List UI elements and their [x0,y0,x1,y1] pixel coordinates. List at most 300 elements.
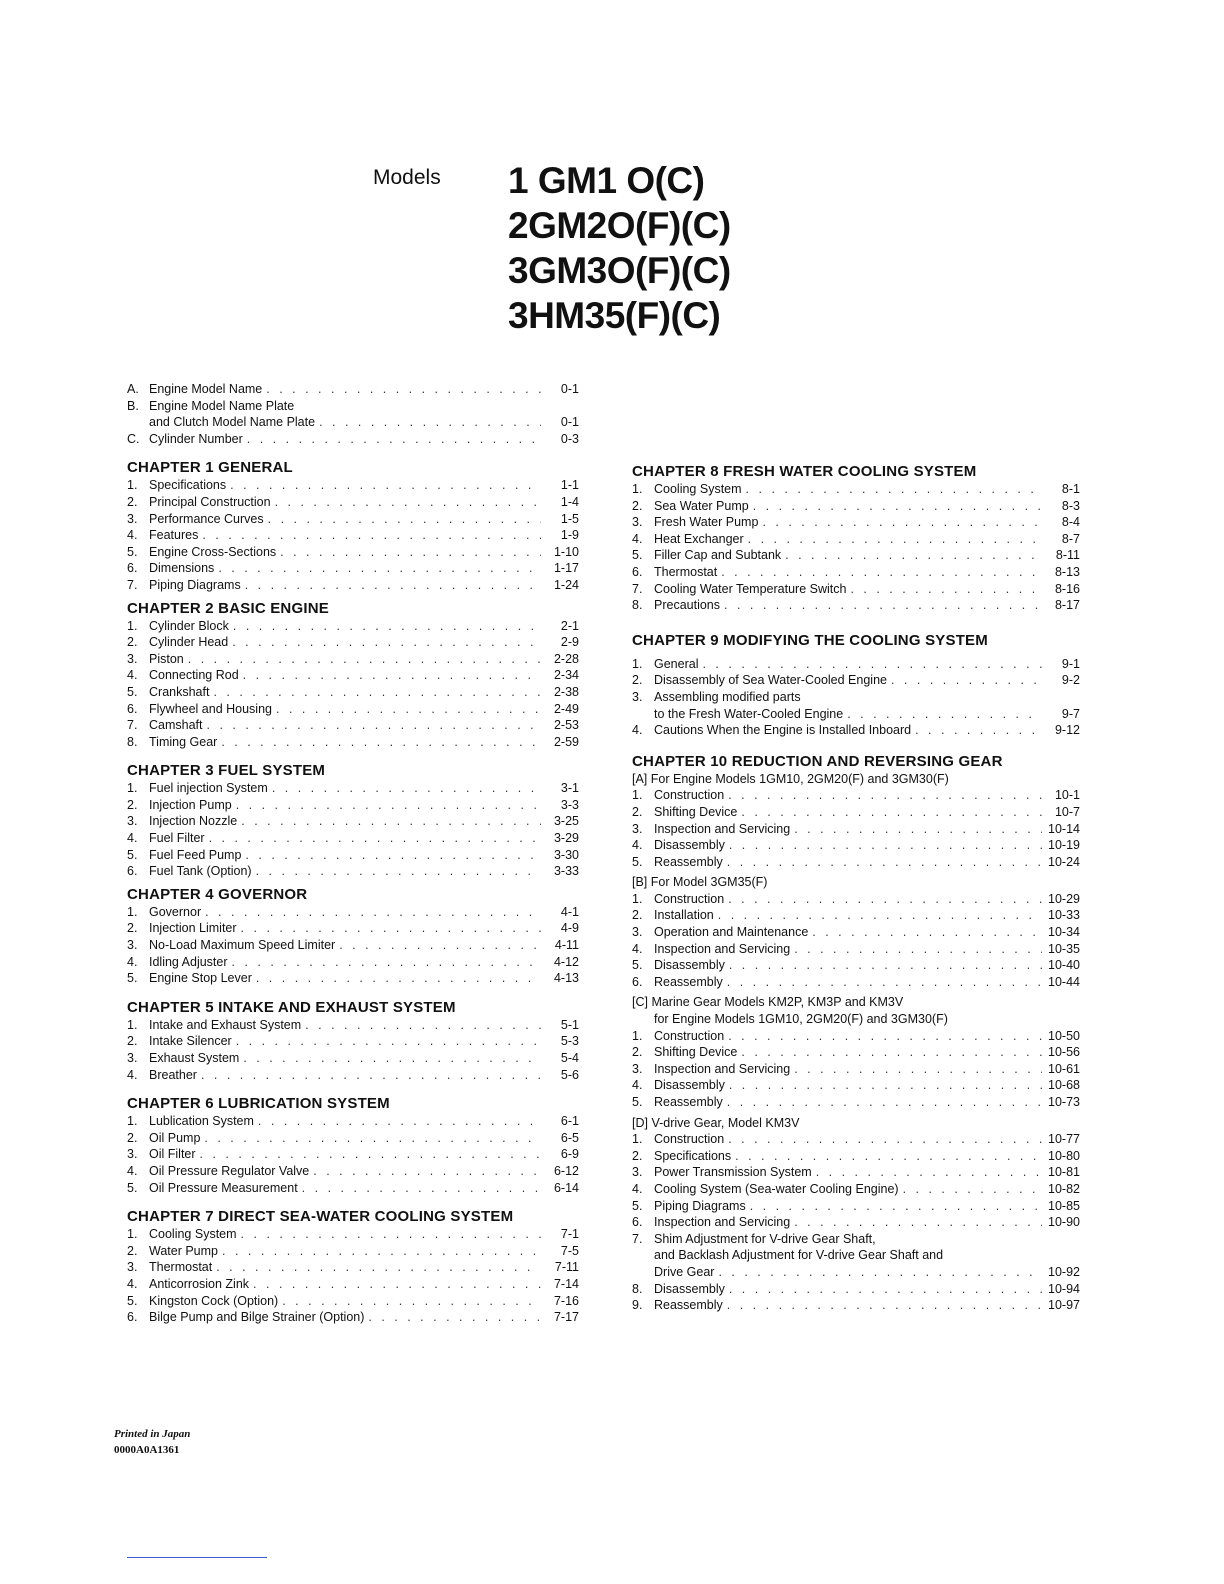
entry-title: Fresh Water Pump [654,515,759,530]
toc-entry[interactable] [632,672,1080,689]
dot-leader [241,813,541,830]
entry-page: 1-10 [553,544,579,559]
dot-leader [891,672,1042,689]
entry-number: 6. [127,701,138,716]
toc-entry[interactable] [632,581,1080,598]
dot-leader [721,564,1042,581]
entry-page: 4-12 [553,954,579,969]
dot-leader [728,891,1042,908]
section-heading [632,1011,1080,1028]
toc-entry[interactable] [127,414,579,431]
toc-entry[interactable] [632,531,1080,548]
entry-title: Intake Silencer [149,1034,232,1049]
entry-title: Thermostat [149,1260,213,1275]
entry-title: Exhaust System [149,1051,240,1065]
entry-page: 5-6 [560,1067,579,1082]
entry-page: 9-2 [1061,673,1080,688]
entry-title: Features [149,528,199,543]
toc-entry[interactable] [632,1247,1080,1264]
entry-title: Idling Adjuster [149,954,228,969]
entry-number: 2. [632,673,643,688]
toc-entry[interactable] [632,1131,1080,1148]
toc-entry[interactable] [127,477,579,494]
entry-number: 1. [632,1028,643,1043]
entry-number: 5. [632,854,643,869]
toc-entry[interactable] [632,924,1080,941]
toc-entry[interactable] [632,1077,1080,1094]
toc-entry[interactable] [632,564,1080,581]
entry-number: 5. [632,958,643,973]
entry-title: Dimensions [149,561,215,576]
entry-page: 5-3 [560,1034,579,1049]
entry-title: Oil Pressure Regulator Valve [149,1163,310,1178]
entry-page: 8-16 [1054,581,1080,596]
toc-entry[interactable] [127,1243,579,1260]
dot-leader [253,1276,541,1293]
toc-entry[interactable] [127,1259,579,1276]
section-heading [632,1115,1080,1132]
entry-number: A. [127,382,139,396]
entry-page: 10-34 [1048,925,1080,940]
entry-title: Breather [149,1067,197,1082]
dot-leader [276,701,541,718]
section-heading-text: for Engine Models 1GM10, 2GM20(F) and 3GM30(F) [654,1012,948,1027]
entry-number: 3. [632,925,643,940]
toc-entry[interactable] [127,1050,579,1067]
entry-page: 1-17 [553,561,579,576]
toc-entry[interactable] [127,830,579,847]
dot-leader [741,1044,1042,1061]
entry-number: 3. [632,821,643,836]
document-code: 0000A0A1361 [114,1444,180,1456]
entry-page: 10-40 [1048,958,1080,973]
entry-page: 10-29 [1048,891,1080,906]
toc-entry[interactable] [632,1148,1080,1165]
toc-entry[interactable] [632,547,1080,564]
entry-title: and Clutch Model Name Plate [149,415,316,430]
entry-title: Shim Adjustment for V-drive Gear Shaft, [654,1231,876,1246]
model-name: 3HM35(F)(C) [508,295,721,336]
toc-entry[interactable] [127,398,579,415]
entry-page: 10-19 [1048,838,1080,853]
dot-leader [903,1181,1042,1198]
toc-entry[interactable] [632,907,1080,924]
toc-entry[interactable] [632,1094,1080,1111]
entry-page: 10-73 [1048,1095,1080,1109]
entry-page: 2-38 [553,684,579,699]
dot-leader [728,1028,1042,1045]
toc-entry[interactable] [127,684,579,701]
entry-title: Principal Construction [149,494,271,509]
entry-title: Specifications [654,1148,732,1163]
toc-entry[interactable] [632,1214,1080,1231]
footer-rule [127,1557,267,1558]
entry-title: Piping Diagrams [149,577,241,592]
printed-in-note: Printed in Japan [114,1428,191,1440]
toc-entry[interactable] [127,920,579,937]
toc-entry[interactable] [127,1113,579,1130]
entry-number: 3. [632,1061,643,1076]
entry-number: 3. [632,515,643,530]
entry-title: Fuel injection System [149,781,268,796]
entry-title: Disassembly [654,958,725,973]
entry-title: Bilge Pump and Bilge Strainer (Option) [149,1310,365,1325]
toc-entry[interactable] [127,651,579,668]
toc-entry[interactable] [632,1264,1080,1281]
entry-title: Power Transmission System [654,1165,812,1180]
entry-number: 6. [632,974,643,989]
entry-number: 9. [632,1298,643,1313]
entry-page: 6-5 [560,1130,579,1145]
toc-entry[interactable] [127,904,579,921]
entry-page: 10-94 [1048,1281,1080,1296]
entry-title: Cylinder Head [149,635,229,650]
dot-leader [188,651,541,668]
toc-right-column [632,463,1080,1314]
toc-entry[interactable] [632,706,1080,723]
entry-number: 2. [127,1130,138,1145]
dot-leader [319,414,541,431]
toc-entry[interactable] [632,854,1080,871]
toc-entry[interactable] [632,1164,1080,1181]
entry-title: Cooling System [654,482,742,496]
dot-leader [727,974,1042,991]
toc-entry[interactable] [127,1293,579,1310]
toc-entry[interactable] [127,813,579,830]
dot-leader [305,1017,541,1034]
toc-entry[interactable] [127,511,579,528]
toc-entry[interactable] [127,494,579,511]
entry-number: 5. [632,1095,643,1109]
dot-leader [230,477,541,494]
entry-page: 3-1 [560,781,579,796]
toc-entry[interactable] [127,780,579,797]
entry-page: 8-1 [1061,482,1080,496]
toc-entry[interactable] [127,701,579,718]
toc-entry[interactable] [632,957,1080,974]
entry-page: 10-97 [1048,1298,1080,1313]
entry-page: 1-24 [553,577,579,592]
entry-page: 2-1 [560,618,579,633]
dot-leader [729,1281,1042,1298]
entry-number: 5. [632,1198,643,1213]
entry-page: 10-14 [1048,821,1080,836]
toc-entry[interactable] [127,1309,579,1326]
entry-title: Disassembly of Sea Water-Cooled Engine [654,673,887,688]
entry-title: to the Fresh Water-Cooled Engine [654,706,844,721]
entry-page: 10-90 [1048,1215,1080,1230]
dot-leader [728,787,1042,804]
dot-leader [218,560,541,577]
toc-entry[interactable] [632,689,1080,706]
entry-number: 2. [632,908,643,923]
entry-number: 3. [127,651,138,666]
entry-page: 1-4 [560,494,579,509]
toc-entry[interactable] [127,667,579,684]
entry-title: Sea Water Pump [654,498,749,513]
models-label: Models [373,166,441,189]
entry-title: Assembling modified parts [654,689,801,704]
entry-title: General [654,656,699,671]
model-name: 3GM3O(F)(C) [508,250,731,291]
entry-number: 4. [127,954,138,969]
toc-entry[interactable] [632,1297,1080,1314]
toc-entry[interactable] [127,1276,579,1293]
toc-entry[interactable] [632,941,1080,958]
toc-entry[interactable] [127,1033,579,1050]
entry-title: Piping Diagrams [654,1198,746,1213]
entry-number: 4. [632,531,643,546]
dot-leader [302,1180,541,1197]
entry-number: 5. [127,1293,138,1308]
toc-entry[interactable] [127,1017,579,1034]
dot-leader [718,907,1042,924]
chapter-title: CHAPTER 2 BASIC ENGINE [127,599,329,617]
toc-entry[interactable] [127,1180,579,1197]
dot-leader [204,1130,541,1147]
dot-leader [750,1198,1042,1215]
entry-title: Operation and Maintenance [654,925,809,940]
dot-leader [256,863,541,880]
dot-leader [915,722,1042,739]
chapter-title: CHAPTER 5 INTAKE AND EXHAUST SYSTEM [127,998,456,1016]
dot-leader [729,957,1042,974]
entry-title: Connecting Rod [149,668,239,683]
entry-number: 4. [632,941,643,956]
entry-number: 1. [632,788,643,803]
entry-number: 3. [127,938,138,953]
entry-title: Thermostat [654,564,718,579]
dot-leader [727,854,1042,871]
entry-title: Piston [149,651,184,666]
entry-number: 3. [127,814,138,829]
toc-entry[interactable] [127,717,579,734]
toc-entry[interactable] [632,1181,1080,1198]
toc-entry[interactable] [632,1061,1080,1078]
entry-title: Filler Cap and Subtank [654,548,782,563]
entry-number: 6. [127,864,138,879]
toc-entry[interactable] [632,1198,1080,1215]
entry-title: Disassembly [654,838,725,853]
entry-number: 8. [127,734,138,749]
entry-title: Engine Model Name Plate [149,398,295,413]
dot-leader [339,937,541,954]
toc-entry[interactable] [632,597,1080,614]
toc-entry[interactable] [632,514,1080,531]
entry-page: 3-33 [553,864,579,879]
toc-entry[interactable] [632,1281,1080,1298]
entry-page: 7-1 [560,1227,579,1242]
toc-entry[interactable] [127,1226,579,1243]
toc-entry[interactable] [632,787,1080,804]
entry-page: 6-1 [560,1114,579,1129]
entry-title: Timing Gear [149,734,218,749]
dot-leader [222,1243,541,1260]
toc-entry[interactable] [632,1044,1080,1061]
toc-entry[interactable] [632,804,1080,821]
entry-page: 7-14 [553,1276,579,1291]
entry-number: 4. [127,1163,138,1178]
toc-entry[interactable] [127,577,579,594]
entry-title: Inspection and Servicing [654,1061,791,1076]
entry-page: 5-1 [560,1017,579,1032]
entry-page: 3-30 [553,847,579,862]
entry-number: 3. [632,1165,643,1180]
entry-page: 10-68 [1048,1078,1080,1093]
entry-number: B. [127,398,139,413]
dot-leader [200,1146,541,1163]
entry-title: Construction [654,1028,725,1043]
entry-title: Injection Limiter [149,921,237,936]
toc-entry[interactable] [632,656,1080,673]
dot-leader [266,381,541,398]
entry-title: Reassembly [654,974,723,989]
dot-leader [282,1293,541,1310]
entry-page: 6-9 [560,1147,579,1162]
toc-entry[interactable] [127,634,579,651]
dot-leader [847,706,1042,723]
toc-entry[interactable] [127,527,579,544]
dot-leader [762,514,1042,531]
entry-title: Heat Exchanger [654,531,744,546]
entry-number: 2. [632,1045,643,1060]
entry-page: 0-1 [560,382,579,396]
entry-number: 7. [632,1231,643,1246]
entry-number: 2. [632,1148,643,1163]
entry-title: Shifting Device [654,1045,738,1060]
toc-entry[interactable] [127,1130,579,1147]
dot-leader [258,1113,541,1130]
entry-page: 9-12 [1054,723,1080,738]
entry-page: 7-11 [554,1260,579,1275]
entry-page: 9-7 [1061,706,1080,721]
section-heading-text: [D] V-drive Gear, Model KM3V [632,1115,800,1130]
toc-entry[interactable] [632,481,1080,498]
entry-number: 7. [127,577,138,592]
entry-title: and Backlash Adjustment for V-drive Gear Shaft and [654,1248,944,1263]
entry-title: Shifting Device [654,804,738,819]
toc-entry[interactable] [632,498,1080,515]
entry-title: Oil Pressure Measurement [149,1180,298,1195]
entry-title: Reassembly [654,854,723,869]
entry-number: 1. [127,1227,138,1242]
entry-number: 3. [127,1051,138,1065]
entry-page: 10-92 [1048,1264,1080,1279]
toc-entry[interactable] [127,937,579,954]
toc-entry[interactable] [632,891,1080,908]
toc-entry[interactable] [127,847,579,864]
entry-number: 4. [127,831,138,846]
toc-entry[interactable] [127,863,579,880]
entry-number: 5. [127,1180,138,1195]
toc-entry[interactable] [127,560,579,577]
toc-left-column [127,381,579,1326]
dot-leader [729,1077,1042,1094]
chapter-title: CHAPTER 4 GOVERNOR [127,885,308,903]
entry-number: 6. [127,561,138,576]
toc-entry[interactable] [632,821,1080,838]
entry-number: 4. [632,1181,643,1196]
entry-page: 8-4 [1061,515,1080,530]
entry-number: 6. [127,1310,138,1325]
dot-leader [785,547,1042,564]
entry-title: Fuel Feed Pump [149,847,242,862]
dot-leader [233,618,541,635]
dot-leader [741,804,1042,821]
section-heading-text: [C] Marine Gear Models KM2P, KM3P and KM3V [632,995,904,1010]
dot-leader [247,431,541,448]
toc-entry[interactable] [632,974,1080,991]
toc-entry[interactable] [127,734,579,751]
entry-number: 1. [127,904,138,919]
entry-page: 4-1 [560,904,579,919]
toc-entry[interactable] [632,1231,1080,1248]
dot-leader [729,837,1042,854]
entry-title: Reassembly [654,1298,723,1313]
dot-leader [205,904,541,921]
toc-entry[interactable] [127,797,579,814]
dot-leader [728,1131,1042,1148]
toc-entry[interactable] [632,837,1080,854]
dot-leader [232,634,541,651]
entry-number: 4. [127,528,138,543]
entry-page: 10-7 [1054,804,1080,819]
entry-number: 1. [632,891,643,906]
toc-entry[interactable] [127,1146,579,1163]
dot-leader [245,577,541,594]
entry-number: 1. [127,1017,138,1032]
toc-entry[interactable] [127,544,579,561]
entry-title: Lublication System [149,1114,254,1129]
dot-leader [794,821,1042,838]
entry-page: 8-13 [1054,564,1080,579]
toc-entry[interactable] [127,1067,579,1084]
entry-number: C. [127,431,140,446]
entry-number: 1. [127,478,138,493]
toc-entry[interactable] [127,1163,579,1180]
dot-leader [256,970,541,987]
entry-title: Engine Cross-Sections [149,544,277,559]
entry-number: 1. [127,781,138,796]
toc-entry[interactable] [127,381,579,398]
entry-number: 2. [127,635,138,650]
toc-entry[interactable] [127,970,579,987]
entry-page: 10-24 [1048,854,1080,869]
entry-title: Engine Model Name [149,382,263,396]
dot-leader [368,1309,541,1326]
entry-number: 6. [632,1215,643,1230]
toc-entry[interactable] [127,618,579,635]
dot-leader [280,544,541,561]
dot-leader [748,531,1042,548]
entry-page: 10-85 [1048,1198,1080,1213]
entry-number: 5. [127,544,138,559]
entry-page: 3-29 [553,831,579,846]
chapter-title: CHAPTER 8 FRESH WATER COOLING SYSTEM [632,463,977,480]
toc-entry[interactable] [632,1028,1080,1045]
entry-page: 10-56 [1048,1045,1080,1060]
dot-leader [216,1259,541,1276]
dot-leader [245,847,541,864]
toc-entry[interactable] [632,722,1080,739]
toc-entry[interactable] [127,954,579,971]
entry-page: 3-25 [553,814,579,829]
entry-number: 1. [632,1132,643,1147]
entry-page: 10-33 [1048,908,1080,923]
entry-page: 4-13 [553,971,579,986]
toc-entry[interactable] [127,431,579,448]
entry-number: 2. [127,494,138,509]
